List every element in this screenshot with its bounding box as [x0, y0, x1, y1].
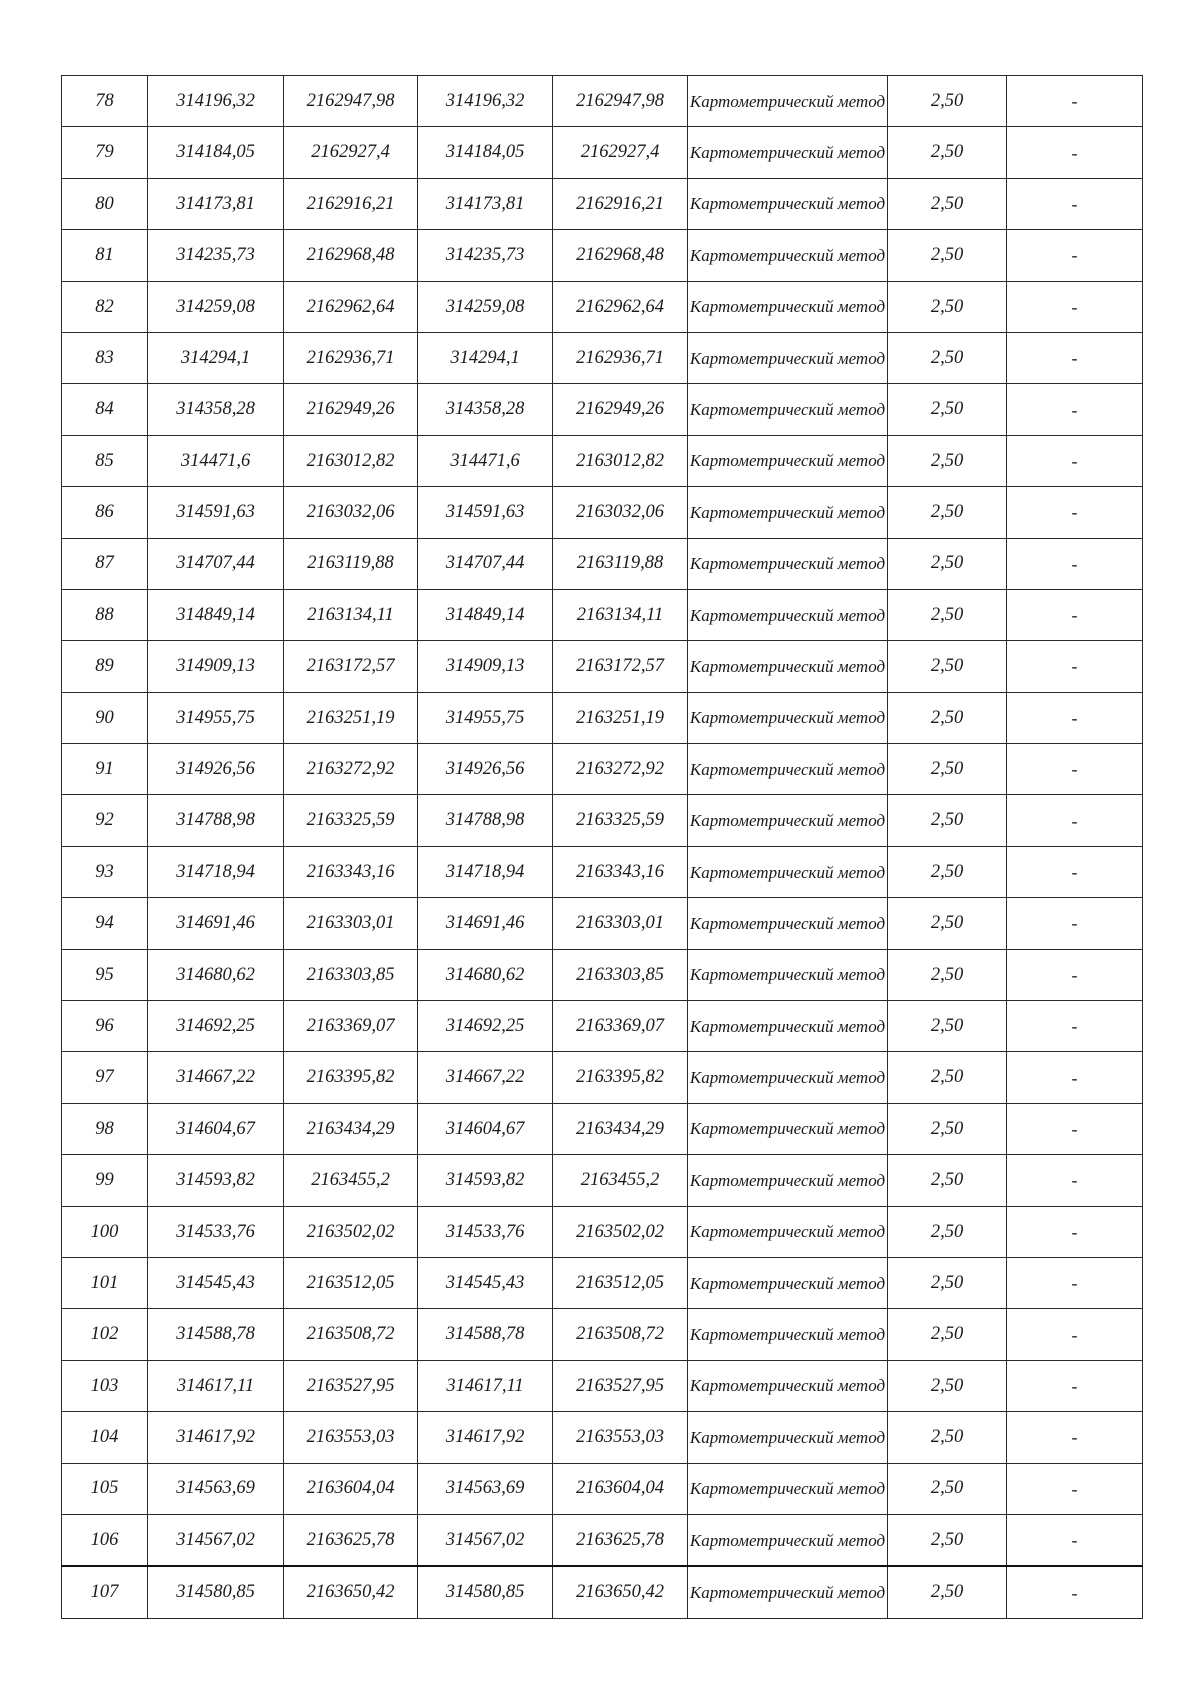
existing-y-cell: 2163251,19	[284, 692, 418, 743]
existing-x-cell: 314926,56	[148, 744, 284, 795]
accuracy-cell: 2,50	[888, 1463, 1007, 1514]
accuracy-cell: 2,50	[888, 1206, 1007, 1257]
method-cell: Картометрический метод	[688, 178, 888, 229]
table-row	[62, 1206, 1143, 1257]
table-row	[62, 127, 1143, 178]
note-cell: -	[1007, 1412, 1143, 1463]
new-x-cell: 314294,1	[418, 332, 553, 383]
accuracy-cell: 2,50	[888, 384, 1007, 435]
note-cell: -	[1007, 281, 1143, 332]
table-row	[62, 744, 1143, 795]
note-cell: -	[1007, 1052, 1143, 1103]
note-cell: -	[1007, 1257, 1143, 1308]
new-x-cell: 314563,69	[418, 1463, 553, 1514]
method-cell: Картометрический метод	[688, 127, 888, 178]
table-row	[62, 1566, 1143, 1618]
table-row	[62, 178, 1143, 229]
table-row	[62, 949, 1143, 1000]
method-cell: Картометрический метод	[688, 1257, 888, 1308]
existing-x-cell: 314259,08	[148, 281, 284, 332]
new-x-cell: 314259,08	[418, 281, 553, 332]
new-x-cell: 314617,92	[418, 1412, 553, 1463]
note-cell: -	[1007, 230, 1143, 281]
existing-y-cell: 2163512,05	[284, 1257, 418, 1308]
existing-y-cell: 2162947,98	[284, 76, 418, 127]
point-number-cell: 90	[62, 692, 148, 743]
existing-y-cell: 2162936,71	[284, 332, 418, 383]
point-number-cell: 89	[62, 641, 148, 692]
note-cell: -	[1007, 1309, 1143, 1360]
accuracy-cell: 2,50	[888, 898, 1007, 949]
new-y-cell: 2163134,11	[553, 589, 688, 640]
table-row	[62, 692, 1143, 743]
note-cell: -	[1007, 1001, 1143, 1052]
existing-x-cell: 314294,1	[148, 332, 284, 383]
table-row	[62, 589, 1143, 640]
point-number-cell: 78	[62, 76, 148, 127]
table-row	[62, 1052, 1143, 1103]
existing-y-cell: 2163272,92	[284, 744, 418, 795]
method-cell: Картометрический метод	[688, 332, 888, 383]
table-row	[62, 846, 1143, 897]
new-x-cell: 314593,82	[418, 1155, 553, 1206]
note-cell: -	[1007, 76, 1143, 127]
existing-y-cell: 2163303,01	[284, 898, 418, 949]
new-x-cell: 314680,62	[418, 949, 553, 1000]
new-x-cell: 314196,32	[418, 76, 553, 127]
note-cell: -	[1007, 384, 1143, 435]
existing-x-cell: 314617,92	[148, 1412, 284, 1463]
existing-x-cell: 314691,46	[148, 898, 284, 949]
method-cell: Картометрический метод	[688, 846, 888, 897]
existing-y-cell: 2163455,2	[284, 1155, 418, 1206]
new-y-cell: 2163395,82	[553, 1052, 688, 1103]
point-number-cell: 91	[62, 744, 148, 795]
new-y-cell: 2162916,21	[553, 178, 688, 229]
existing-y-cell: 2163303,85	[284, 949, 418, 1000]
new-y-cell: 2162947,98	[553, 76, 688, 127]
note-cell: -	[1007, 898, 1143, 949]
new-y-cell: 2163325,59	[553, 795, 688, 846]
new-x-cell: 314691,46	[418, 898, 553, 949]
new-x-cell: 314604,67	[418, 1103, 553, 1154]
new-y-cell: 2162949,26	[553, 384, 688, 435]
method-cell: Картометрический метод	[688, 898, 888, 949]
accuracy-cell: 2,50	[888, 487, 1007, 538]
table-row	[62, 1257, 1143, 1308]
table-row	[62, 1514, 1143, 1566]
method-cell: Картометрический метод	[688, 1103, 888, 1154]
accuracy-cell: 2,50	[888, 332, 1007, 383]
existing-y-cell: 2162962,64	[284, 281, 418, 332]
accuracy-cell: 2,50	[888, 178, 1007, 229]
new-y-cell: 2163604,04	[553, 1463, 688, 1514]
existing-x-cell: 314358,28	[148, 384, 284, 435]
new-x-cell: 314471,6	[418, 435, 553, 486]
point-number-cell: 86	[62, 487, 148, 538]
note-cell: -	[1007, 1514, 1143, 1566]
table-row	[62, 281, 1143, 332]
method-cell: Картометрический метод	[688, 384, 888, 435]
note-cell: -	[1007, 538, 1143, 589]
accuracy-cell: 2,50	[888, 1412, 1007, 1463]
accuracy-cell: 2,50	[888, 795, 1007, 846]
accuracy-cell: 2,50	[888, 589, 1007, 640]
table-row	[62, 1103, 1143, 1154]
method-cell: Картометрический метод	[688, 1001, 888, 1052]
existing-y-cell: 2162949,26	[284, 384, 418, 435]
new-x-cell: 314955,75	[418, 692, 553, 743]
table-row	[62, 230, 1143, 281]
existing-y-cell: 2163604,04	[284, 1463, 418, 1514]
note-cell: -	[1007, 744, 1143, 795]
method-cell: Картометрический метод	[688, 76, 888, 127]
existing-y-cell: 2163434,29	[284, 1103, 418, 1154]
existing-y-cell: 2163508,72	[284, 1309, 418, 1360]
note-cell: -	[1007, 127, 1143, 178]
existing-x-cell: 314692,25	[148, 1001, 284, 1052]
table-row	[62, 332, 1143, 383]
note-cell: -	[1007, 435, 1143, 486]
method-cell: Картометрический метод	[688, 744, 888, 795]
accuracy-cell: 2,50	[888, 281, 1007, 332]
point-number-cell: 96	[62, 1001, 148, 1052]
existing-x-cell: 314718,94	[148, 846, 284, 897]
existing-y-cell: 2163343,16	[284, 846, 418, 897]
note-cell: -	[1007, 1103, 1143, 1154]
existing-y-cell: 2163625,78	[284, 1514, 418, 1566]
accuracy-cell: 2,50	[888, 641, 1007, 692]
existing-x-cell: 314173,81	[148, 178, 284, 229]
new-y-cell: 2163434,29	[553, 1103, 688, 1154]
existing-y-cell: 2163032,06	[284, 487, 418, 538]
point-number-cell: 87	[62, 538, 148, 589]
existing-y-cell: 2163012,82	[284, 435, 418, 486]
point-number-cell: 84	[62, 384, 148, 435]
new-x-cell: 314849,14	[418, 589, 553, 640]
point-number-cell: 97	[62, 1052, 148, 1103]
note-cell: -	[1007, 692, 1143, 743]
point-number-cell: 81	[62, 230, 148, 281]
existing-x-cell: 314588,78	[148, 1309, 284, 1360]
new-y-cell: 2163508,72	[553, 1309, 688, 1360]
new-x-cell: 314617,11	[418, 1360, 553, 1411]
table-row	[62, 641, 1143, 692]
existing-x-cell: 314196,32	[148, 76, 284, 127]
new-x-cell: 314358,28	[418, 384, 553, 435]
existing-x-cell: 314563,69	[148, 1463, 284, 1514]
accuracy-cell: 2,50	[888, 949, 1007, 1000]
table-row	[62, 76, 1143, 127]
new-x-cell: 314184,05	[418, 127, 553, 178]
method-cell: Картометрический метод	[688, 1514, 888, 1566]
method-cell: Картометрический метод	[688, 949, 888, 1000]
method-cell: Картометрический метод	[688, 487, 888, 538]
point-number-cell: 88	[62, 589, 148, 640]
new-x-cell: 314667,22	[418, 1052, 553, 1103]
point-number-cell: 94	[62, 898, 148, 949]
note-cell: -	[1007, 1463, 1143, 1514]
existing-y-cell: 2163527,95	[284, 1360, 418, 1411]
new-y-cell: 2163502,02	[553, 1206, 688, 1257]
new-y-cell: 2163343,16	[553, 846, 688, 897]
new-x-cell: 314545,43	[418, 1257, 553, 1308]
new-y-cell: 2163012,82	[553, 435, 688, 486]
existing-y-cell: 2162916,21	[284, 178, 418, 229]
accuracy-cell: 2,50	[888, 1001, 1007, 1052]
method-cell: Картометрический метод	[688, 230, 888, 281]
table-row	[62, 1463, 1143, 1514]
existing-x-cell: 314235,73	[148, 230, 284, 281]
new-x-cell: 314692,25	[418, 1001, 553, 1052]
method-cell: Картометрический метод	[688, 1360, 888, 1411]
note-cell: -	[1007, 846, 1143, 897]
existing-x-cell: 314667,22	[148, 1052, 284, 1103]
note-cell: -	[1007, 1206, 1143, 1257]
existing-y-cell: 2163172,57	[284, 641, 418, 692]
accuracy-cell: 2,50	[888, 1155, 1007, 1206]
note-cell: -	[1007, 1360, 1143, 1411]
new-y-cell: 2163512,05	[553, 1257, 688, 1308]
existing-y-cell: 2163650,42	[284, 1566, 418, 1618]
new-x-cell: 314580,85	[418, 1566, 553, 1618]
accuracy-cell: 2,50	[888, 538, 1007, 589]
method-cell: Картометрический метод	[688, 589, 888, 640]
existing-y-cell: 2163395,82	[284, 1052, 418, 1103]
new-x-cell: 314909,13	[418, 641, 553, 692]
new-x-cell: 314235,73	[418, 230, 553, 281]
point-number-cell: 95	[62, 949, 148, 1000]
accuracy-cell: 2,50	[888, 127, 1007, 178]
new-x-cell: 314173,81	[418, 178, 553, 229]
point-number-cell: 103	[62, 1360, 148, 1411]
new-x-cell: 314591,63	[418, 487, 553, 538]
method-cell: Картометрический метод	[688, 281, 888, 332]
method-cell: Картометрический метод	[688, 1566, 888, 1618]
new-x-cell: 314567,02	[418, 1514, 553, 1566]
table-row	[62, 1360, 1143, 1411]
existing-y-cell: 2163553,03	[284, 1412, 418, 1463]
point-number-cell: 99	[62, 1155, 148, 1206]
accuracy-cell: 2,50	[888, 692, 1007, 743]
method-cell: Картометрический метод	[688, 1412, 888, 1463]
existing-x-cell: 314591,63	[148, 487, 284, 538]
accuracy-cell: 2,50	[888, 1103, 1007, 1154]
point-number-cell: 102	[62, 1309, 148, 1360]
existing-y-cell: 2163502,02	[284, 1206, 418, 1257]
existing-x-cell: 314471,6	[148, 435, 284, 486]
new-y-cell: 2163251,19	[553, 692, 688, 743]
point-number-cell: 104	[62, 1412, 148, 1463]
existing-x-cell: 314955,75	[148, 692, 284, 743]
coordinates-table	[61, 75, 1143, 1619]
table-row	[62, 538, 1143, 589]
method-cell: Картометрический метод	[688, 1155, 888, 1206]
new-y-cell: 2162962,64	[553, 281, 688, 332]
table-row	[62, 1309, 1143, 1360]
accuracy-cell: 2,50	[888, 1514, 1007, 1566]
existing-x-cell: 314593,82	[148, 1155, 284, 1206]
new-y-cell: 2163553,03	[553, 1412, 688, 1463]
existing-x-cell: 314788,98	[148, 795, 284, 846]
existing-x-cell: 314849,14	[148, 589, 284, 640]
point-number-cell: 92	[62, 795, 148, 846]
point-number-cell: 98	[62, 1103, 148, 1154]
note-cell: -	[1007, 949, 1143, 1000]
note-cell: -	[1007, 795, 1143, 846]
existing-y-cell: 2163325,59	[284, 795, 418, 846]
new-x-cell: 314718,94	[418, 846, 553, 897]
point-number-cell: 93	[62, 846, 148, 897]
method-cell: Картометрический метод	[688, 1052, 888, 1103]
existing-x-cell: 314567,02	[148, 1514, 284, 1566]
existing-x-cell: 314604,67	[148, 1103, 284, 1154]
existing-x-cell: 314680,62	[148, 949, 284, 1000]
accuracy-cell: 2,50	[888, 435, 1007, 486]
method-cell: Картометрический метод	[688, 1206, 888, 1257]
new-y-cell: 2163455,2	[553, 1155, 688, 1206]
method-cell: Картометрический метод	[688, 641, 888, 692]
point-number-cell: 105	[62, 1463, 148, 1514]
existing-y-cell: 2163119,88	[284, 538, 418, 589]
table-row	[62, 1155, 1143, 1206]
note-cell: -	[1007, 589, 1143, 640]
method-cell: Картометрический метод	[688, 435, 888, 486]
existing-x-cell: 314184,05	[148, 127, 284, 178]
point-number-cell: 83	[62, 332, 148, 383]
accuracy-cell: 2,50	[888, 1309, 1007, 1360]
existing-y-cell: 2162968,48	[284, 230, 418, 281]
new-y-cell: 2163119,88	[553, 538, 688, 589]
note-cell: -	[1007, 332, 1143, 383]
method-cell: Картометрический метод	[688, 1309, 888, 1360]
method-cell: Картометрический метод	[688, 538, 888, 589]
note-cell: -	[1007, 178, 1143, 229]
new-y-cell: 2163650,42	[553, 1566, 688, 1618]
note-cell: -	[1007, 1155, 1143, 1206]
note-cell: -	[1007, 1566, 1143, 1618]
existing-x-cell: 314533,76	[148, 1206, 284, 1257]
existing-y-cell: 2163369,07	[284, 1001, 418, 1052]
note-cell: -	[1007, 641, 1143, 692]
accuracy-cell: 2,50	[888, 846, 1007, 897]
point-number-cell: 85	[62, 435, 148, 486]
existing-x-cell: 314707,44	[148, 538, 284, 589]
existing-y-cell: 2162927,4	[284, 127, 418, 178]
new-y-cell: 2163272,92	[553, 744, 688, 795]
accuracy-cell: 2,50	[888, 1360, 1007, 1411]
point-number-cell: 101	[62, 1257, 148, 1308]
table-row	[62, 1412, 1143, 1463]
table-row	[62, 384, 1143, 435]
accuracy-cell: 2,50	[888, 744, 1007, 795]
new-x-cell: 314707,44	[418, 538, 553, 589]
accuracy-cell: 2,50	[888, 1566, 1007, 1618]
existing-y-cell: 2163134,11	[284, 589, 418, 640]
table-row	[62, 487, 1143, 538]
existing-x-cell: 314545,43	[148, 1257, 284, 1308]
table-body	[62, 76, 1143, 1619]
table-row	[62, 795, 1143, 846]
accuracy-cell: 2,50	[888, 76, 1007, 127]
new-y-cell: 2163032,06	[553, 487, 688, 538]
point-number-cell: 82	[62, 281, 148, 332]
point-number-cell: 107	[62, 1566, 148, 1618]
existing-x-cell: 314909,13	[148, 641, 284, 692]
accuracy-cell: 2,50	[888, 1052, 1007, 1103]
new-x-cell: 314926,56	[418, 744, 553, 795]
new-y-cell: 2163527,95	[553, 1360, 688, 1411]
new-x-cell: 314588,78	[418, 1309, 553, 1360]
method-cell: Картометрический метод	[688, 1463, 888, 1514]
new-y-cell: 2162936,71	[553, 332, 688, 383]
existing-x-cell: 314617,11	[148, 1360, 284, 1411]
new-x-cell: 314788,98	[418, 795, 553, 846]
method-cell: Картометрический метод	[688, 692, 888, 743]
accuracy-cell: 2,50	[888, 1257, 1007, 1308]
new-y-cell: 2162927,4	[553, 127, 688, 178]
new-y-cell: 2163303,01	[553, 898, 688, 949]
new-y-cell: 2163303,85	[553, 949, 688, 1000]
note-cell: -	[1007, 487, 1143, 538]
new-y-cell: 2163172,57	[553, 641, 688, 692]
existing-x-cell: 314580,85	[148, 1566, 284, 1618]
new-y-cell: 2163369,07	[553, 1001, 688, 1052]
table-row	[62, 898, 1143, 949]
new-y-cell: 2162968,48	[553, 230, 688, 281]
point-number-cell: 80	[62, 178, 148, 229]
accuracy-cell: 2,50	[888, 230, 1007, 281]
method-cell: Картометрический метод	[688, 795, 888, 846]
table-row	[62, 1001, 1143, 1052]
point-number-cell: 79	[62, 127, 148, 178]
new-y-cell: 2163625,78	[553, 1514, 688, 1566]
point-number-cell: 106	[62, 1514, 148, 1566]
table-row	[62, 435, 1143, 486]
point-number-cell: 100	[62, 1206, 148, 1257]
new-x-cell: 314533,76	[418, 1206, 553, 1257]
